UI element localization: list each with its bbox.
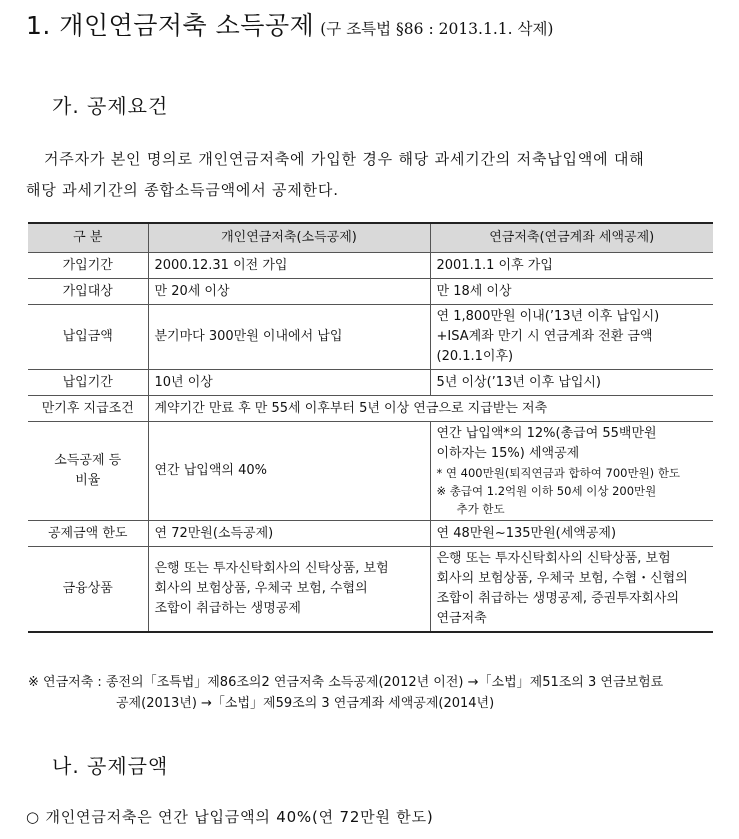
cell-pension	[430, 305, 713, 370]
cell-line: 연간 납입액*의 12%(총급여 55백만원	[436, 426, 657, 441]
cell-pension	[430, 422, 713, 521]
cell-line: 연금저축	[436, 611, 487, 626]
intro-paragraph	[26, 144, 716, 206]
cell-line: 회사의 보험상품, 우체국 보험, 수협의	[154, 581, 368, 596]
label-line: 소득공제 등	[54, 453, 122, 468]
header-pension-savings: 연금저축(연금계좌 세액공제)	[430, 223, 713, 253]
row-label: 금융상품	[28, 547, 148, 633]
cell-pension: 5년 이상(’13년 이후 납입시)	[430, 370, 713, 396]
cell-personal: 연간 납입액의 40%	[148, 422, 430, 521]
row-label: 가입대상	[28, 279, 148, 305]
cell-footnote: ※ 총급여 1.2억원 이하 50세 이상 200만원	[436, 484, 657, 498]
cell-line: (20.1.1이후)	[436, 349, 514, 364]
cell-personal: 연 72만원(소득공제)	[148, 521, 430, 547]
cell-pension: 2001.1.1 이후 가입	[430, 253, 713, 279]
label-line: 비율	[75, 473, 101, 488]
page-title-subtitle: (구 조특법 §86 : 2013.1.1. 삭제)	[320, 20, 554, 38]
cell-line: 이하자는 15%) 세액공제	[436, 446, 580, 461]
cell-line: 은행 또는 투자신탁회사의 신탁상품, 보험	[436, 551, 671, 566]
table-header-row	[28, 223, 713, 253]
row-label: 공제금액 한도	[28, 521, 148, 547]
table-row	[28, 422, 713, 521]
requirements-table	[28, 222, 713, 633]
table-row	[28, 521, 713, 547]
bullet-item: ○ 개인연금저축은 연간 납입금액의 40%(연 72만원 한도)	[26, 808, 434, 826]
cell-personal: 2000.12.31 이전 가입	[148, 253, 430, 279]
header-personal-savings: 개인연금저축(소득공제)	[148, 223, 430, 253]
table-row	[28, 305, 713, 370]
cell-line: 연 1,800만원 이내(’13년 이후 납입시)	[436, 309, 660, 324]
table-row	[28, 370, 713, 396]
intro-line-1: 거주자가 본인 명의로 개인연금저축에 가입한 경우 해당 과세기간의 저축납입액에 대해	[44, 150, 645, 168]
cell-line: 조합이 취급하는 생명공제, 증권투자회사의	[436, 591, 680, 606]
page-title-main: 1. 개인연금저축 소득공제	[26, 11, 315, 40]
cell-personal: 만 20세 이상	[148, 279, 430, 305]
cell-line: +ISA계좌 만기 시 연금계좌 전환 금액	[436, 329, 653, 344]
cell-personal: 분기마다 300만원 이내에서 납입	[148, 305, 430, 370]
cell-merged: 계약기간 만료 후 만 55세 이후부터 5년 이상 연금으로 지급받는 저축	[148, 396, 713, 422]
header-category: 구 분	[28, 223, 148, 253]
cell-line: 조합이 취급하는 생명공제	[154, 601, 301, 616]
section-heading-deduction-amount: 나. 공제금액	[52, 754, 169, 778]
cell-pension	[430, 547, 713, 633]
page-title	[26, 6, 553, 42]
row-label: 납입금액	[28, 305, 148, 370]
table-row	[28, 547, 713, 633]
intro-line-2: 해당 과세기간의 종합소득금액에서 공제한다.	[26, 181, 339, 199]
row-label: 납입기간	[28, 370, 148, 396]
cell-footnote: * 연 400만원(퇴직연금과 합하여 700만원) 한도	[436, 466, 681, 480]
table-row	[28, 279, 713, 305]
row-label: 가입기간	[28, 253, 148, 279]
row-label	[28, 422, 148, 521]
cell-pension: 연 48만원~135만원(세액공제)	[430, 521, 713, 547]
cell-pension: 만 18세 이상	[430, 279, 713, 305]
footnote	[28, 672, 718, 714]
section-heading-requirements: 가. 공제요건	[52, 94, 169, 118]
cell-personal: 10년 이상	[148, 370, 430, 396]
row-label: 만기후 지급조건	[28, 396, 148, 422]
footnote-line-2: 공제(2013년) →「소법」제59조의 3 연금계좌 세액공제(2014년)	[116, 696, 495, 711]
table-row	[28, 396, 713, 422]
cell-footnote: 추가 한도	[456, 502, 505, 516]
cell-personal	[148, 547, 430, 633]
cell-line: 은행 또는 투자신탁회사의 신탁상품, 보험	[154, 561, 389, 576]
footnote-line-1: ※ 연금저축 : 종전의「조특법」제86조의2 연금저축 소득공제(2012년 이전) →「소법」제51조의 3 연금보험료	[28, 675, 664, 690]
cell-line: 회사의 보험상품, 우체국 보험, 수협・신협의	[436, 571, 688, 586]
table-row	[28, 253, 713, 279]
